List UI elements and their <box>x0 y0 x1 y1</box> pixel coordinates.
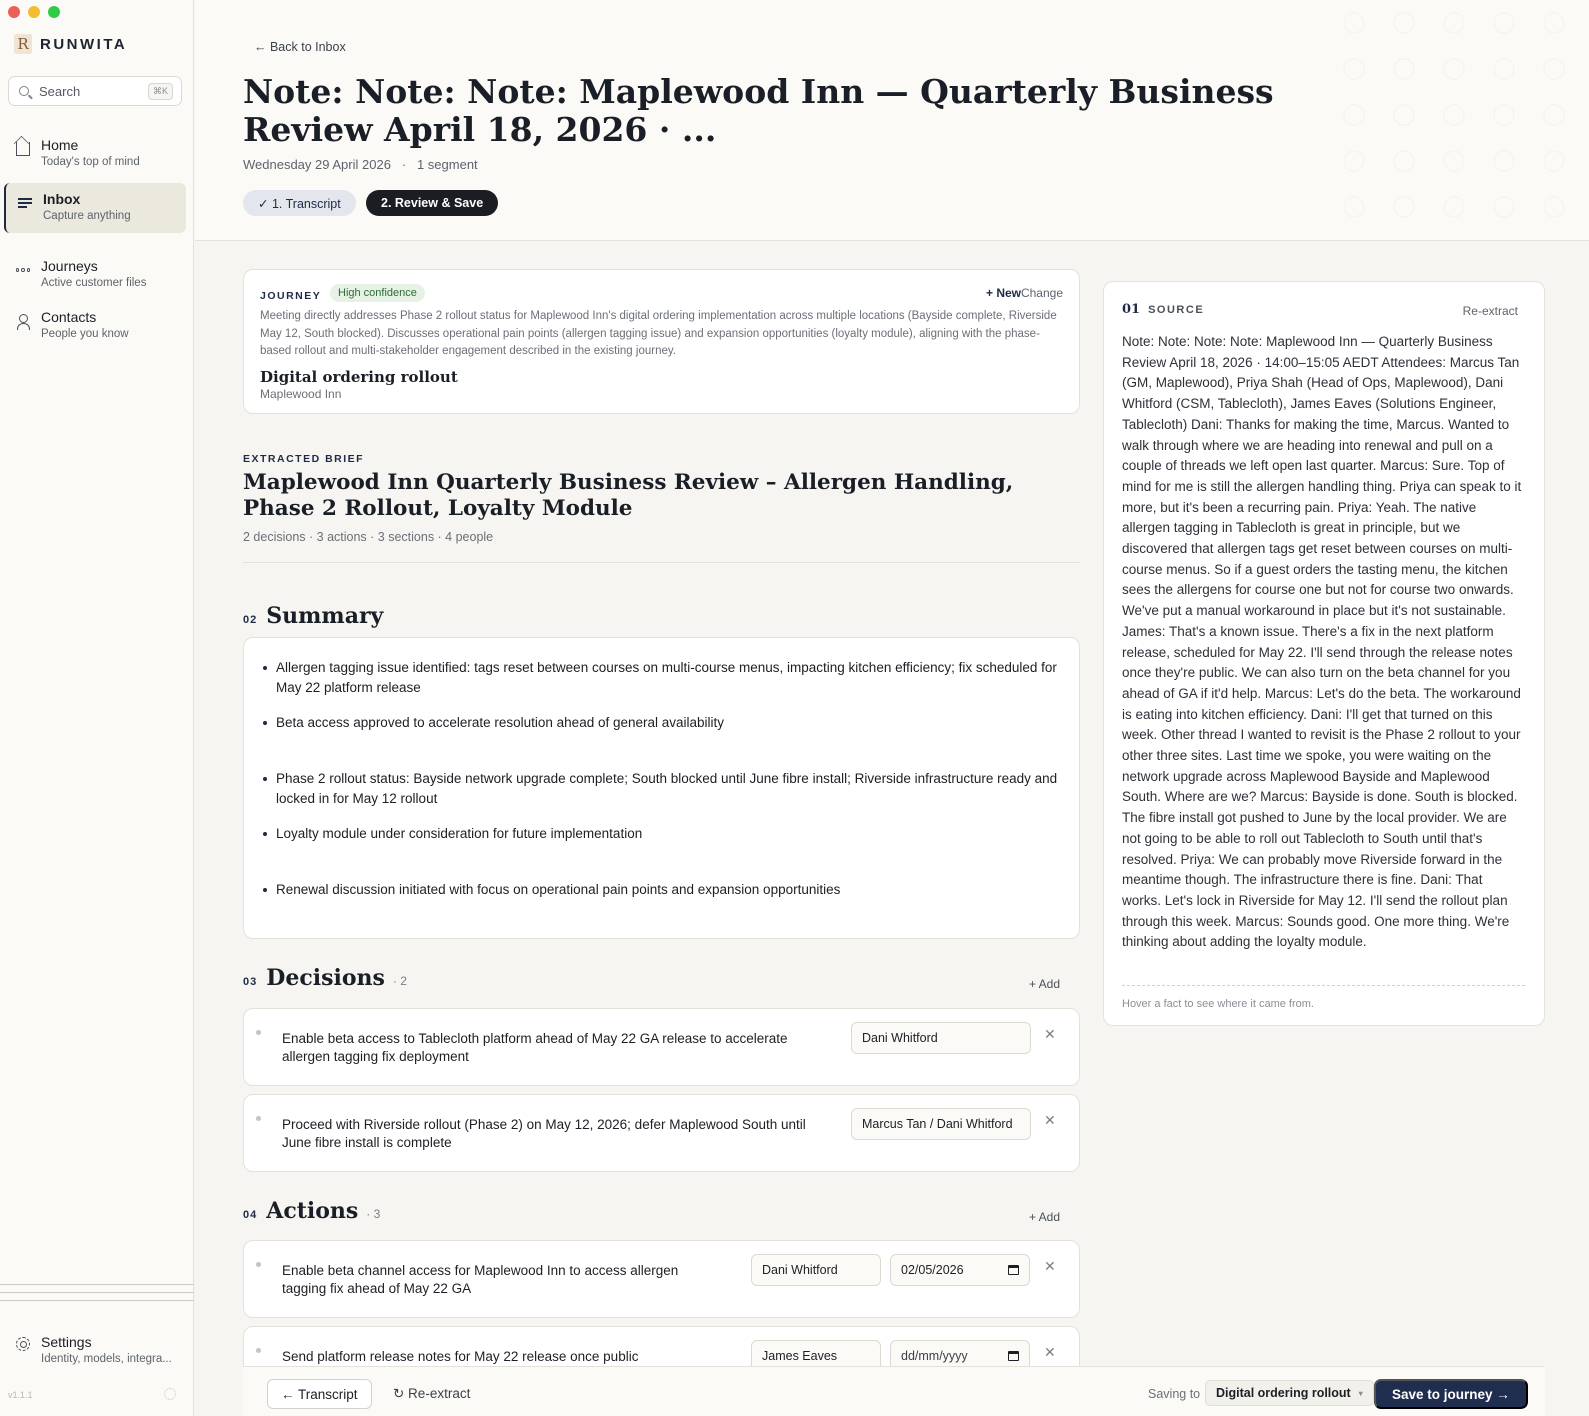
sidebar-item-label: Contacts <box>41 309 97 325</box>
journey-card <box>243 269 1080 414</box>
close-icon[interactable]: ✕ <box>1044 1026 1056 1042</box>
journey-eyebrow: JOURNEY <box>260 290 322 302</box>
close-icon[interactable]: ✕ <box>1044 1258 1056 1274</box>
source-reextract-button[interactable]: Re-extract <box>1462 304 1518 318</box>
app-version: v1.1.1 <box>8 1390 33 1400</box>
drag-handle[interactable] <box>256 1030 261 1035</box>
sidebar <box>0 0 194 1416</box>
window-controls <box>8 6 60 18</box>
close-icon[interactable]: ✕ <box>1044 1344 1056 1360</box>
sidebar-item-label: Home <box>41 137 79 153</box>
add-action-button[interactable]: + Add <box>1029 1210 1061 1224</box>
inbox-icon <box>18 196 32 210</box>
confidence-badge: High confidence <box>330 284 425 302</box>
actions-heading <box>243 1198 380 1224</box>
summary-item: Renewal discussion initiated with focus on operational pain points and expansion opportunities <box>276 880 1066 900</box>
brief-title: Maplewood Inn Quarterly Business Review – Allergen Handling, Phase 2 Rollout, Loyalty Module <box>243 470 1014 521</box>
gear-icon <box>16 1337 30 1351</box>
sidebar-item-contacts[interactable] <box>4 301 186 351</box>
source-panel <box>1103 281 1545 1026</box>
search-placeholder: Search <box>39 83 81 99</box>
chevron-down-icon: ▾ <box>1358 1388 1363 1398</box>
section-title: Decisions <box>266 965 385 991</box>
brand <box>14 34 127 54</box>
owner-field[interactable]: Dani Whitford <box>751 1254 881 1286</box>
journey-company: Maplewood Inn <box>260 387 342 401</box>
decision-text[interactable]: Enable beta access to Tablecloth platform ahead of May 22 GA release to accelerate allergen tagging fix deployment <box>282 1031 788 1064</box>
close-window-button[interactable] <box>8 6 20 18</box>
bottom-action-bar <box>243 1366 1545 1416</box>
minimize-window-button[interactable] <box>28 6 40 18</box>
contact-icon <box>16 314 30 328</box>
due-date-field[interactable] <box>890 1254 1030 1286</box>
journey-select[interactable] <box>1205 1380 1374 1406</box>
sidebar-item-sub: Capture anything <box>43 210 131 222</box>
sidebar-divider <box>0 1284 194 1308</box>
due-date-value: dd/mm/yyyy <box>901 1349 968 1363</box>
sidebar-item-inbox[interactable] <box>4 183 186 233</box>
sidebar-item-journeys[interactable] <box>4 250 186 300</box>
page-title: Note: Note: Note: Maplewood Inn — Quarterly Business Review April 18, 2026 · ... <box>243 72 1274 149</box>
owner-field[interactable]: Dani Whitford <box>851 1022 1031 1054</box>
divider <box>1122 985 1525 986</box>
sidebar-item-home[interactable] <box>4 129 186 179</box>
sidebar-item-label: Inbox <box>43 191 81 207</box>
brand-name: RUNWITA <box>40 35 128 53</box>
maximize-window-button[interactable] <box>48 6 60 18</box>
summary-item: Phase 2 rollout status: Bayside network upgrade complete; South blocked until June fibre install; Riverside infrastructure ready and locked in for May 12 rollout <box>276 769 1066 809</box>
drag-handle[interactable] <box>256 1116 261 1121</box>
page-header <box>195 0 1589 241</box>
section-count: · 3 <box>366 1207 381 1221</box>
action-row <box>243 1240 1080 1318</box>
source-heading <box>1122 302 1204 317</box>
decision-text[interactable]: Proceed with Riverside rollout (Phase 2) on May 12, 2026; defer Maplewood South until June fibre install is complete <box>282 1117 806 1150</box>
source-transcript-text[interactable]: Note: Note: Note: Note: Maplewood Inn — Quarterly Business Review April 18, 2026 · 14:00–15:05 AEDT Attendees: Marcus Tan (GM, Maplewood), Priya Shah (Head of Ops, Maplewood), Dani Whitford (CSM, Tablecloth), James Eaves (Solutions Engineer, Tablecloth) Dani: Thanks for making the time, Marcus. Wanted to walk through where we are heading into renewal and pull on a couple of threads we left open last quarter. Marcus: Sure. Top of mind for me is still the allergen handling thing. Priya can speak to it more, but it's been a recurring pain. Priya: Yeah. The native allergen tagging in Tablecloth is great in principle, but we discovered that allergen tags get reset between courses on multi-course menus. So if a guest orders the tasting menu, the kitchen sees the allergens for course one but not for course two onwards. We've put a manual workaround in place but it's not sustainable. James: That's a known issue. There's a fix in the next platform release, scheduled for May 22. I'll send through the release notes once they're public. We can also turn on the beta channel for you ahead of GA if it'd help. Marcus: Let's do the beta. The workaround is eating into kitchen efficiency. Dani: I'll get that turned on this week. Other thread I wanted to revisit is the Phase 2 rollout to your other three sites. Last time we spoke, you were waiting on the network upgrade across Maplewood Bayside and Maplewood South. Where are we? Marcus: Bayside is done. South is blocked. The fibre install got pushed to June by the local provider. We are not going to be able to roll out Tablecloth to South until that's resolved. Priya: We can probably move Riverside forward in the meantime though. The infrastructure there is fine. Dani: That works. Let's lock in Riverside for May 12. I'll send the rollout plan through this week. Marcus: Sounds good. One more thing. We're thinking about adding the loyalty module. <box>1122 334 1522 950</box>
summary-heading <box>243 603 383 629</box>
search-input[interactable] <box>8 76 182 106</box>
section-title: Actions <box>266 1198 359 1224</box>
journey-name: Digital ordering rollout <box>260 368 458 386</box>
calendar-icon[interactable] <box>1008 1265 1019 1275</box>
owner-field[interactable]: Marcus Tan / Dani Whitford <box>851 1108 1031 1140</box>
saving-to-label: Saving to <box>1148 1387 1201 1401</box>
change-journey-button[interactable]: Change <box>1020 286 1063 300</box>
drag-handle[interactable] <box>256 1262 261 1267</box>
section-count: · 2 <box>392 974 407 988</box>
brand-logo: R <box>14 34 32 54</box>
new-journey-button[interactable]: + New <box>985 286 1021 300</box>
action-text[interactable]: Send platform release notes for May 22 release once public <box>282 1349 639 1364</box>
divider <box>243 562 1080 563</box>
calendar-icon[interactable] <box>1008 1351 1019 1361</box>
theme-toggle-icon[interactable] <box>164 1388 176 1400</box>
reextract-button[interactable]: ↻ Re-extract <box>393 1386 471 1401</box>
journey-select-value: Digital ordering rollout <box>1216 1386 1351 1400</box>
journey-rationale: Meeting directly addresses Phase 2 rollout status for Maplewood Inn's digital ordering implementation across multiple locations (Bayside complete, Riverside May 12, South blocked). Discusses operational pain points (allergen tagging issue) and expansion opportunities (loyalty module), aligning with the phase-based rollout and multi-stakeholder engagement described in the existing journey. <box>260 310 1057 357</box>
decision-row <box>243 1008 1080 1086</box>
back-to-transcript-button[interactable]: ← Transcript <box>267 1379 372 1409</box>
action-text[interactable]: Enable beta channel access for Maplewood Inn to access allergen tagging fix ahead of May 22 GA <box>282 1263 679 1296</box>
sidebar-item-label: Journeys <box>41 258 98 274</box>
section-number: 02 <box>243 614 258 626</box>
drag-handle[interactable] <box>256 1348 261 1353</box>
close-icon[interactable]: ✕ <box>1044 1112 1056 1128</box>
sidebar-item-sub: Identity, models, integra... <box>41 1353 172 1365</box>
summary-item: Allergen tagging issue identified: tags reset between courses on multi-course menus, impacting kitchen efficiency; fix scheduled for May 22 platform release <box>276 658 1066 698</box>
sidebar-item-sub: Today's top of mind <box>41 156 140 168</box>
summary-item: Loyalty module under consideration for future implementation <box>276 824 1066 844</box>
section-number: 04 <box>243 1209 258 1221</box>
sidebar-item-settings[interactable] <box>4 1334 186 1365</box>
save-to-journey-button[interactable]: Save to journey → <box>1374 1379 1528 1409</box>
source-hint: Hover a fact to see where it came from. <box>1122 998 1314 1010</box>
section-title: Summary <box>266 603 384 629</box>
add-decision-button[interactable]: + Add <box>1029 977 1061 991</box>
note-date: Wednesday 29 April 2026 <box>243 157 391 172</box>
segment-count: 1 segment <box>416 157 478 172</box>
step-transcript-tab[interactable]: ✓ 1. Transcript <box>243 190 356 216</box>
sidebar-item-label: Settings <box>41 1334 92 1350</box>
decisions-heading <box>243 965 407 991</box>
brief-meta: 2 decisions · 3 actions · 3 sections · 4 people <box>243 530 494 544</box>
search-shortcut: ⌘K <box>148 83 173 100</box>
step-review-tab[interactable]: 2. Review & Save <box>366 190 498 216</box>
page-meta: Wednesday 29 April 2026 · 1 segment <box>243 157 478 172</box>
home-icon <box>16 142 30 156</box>
brief-eyebrow: EXTRACTED BRIEF <box>243 453 365 465</box>
section-number: 01 <box>1122 302 1141 317</box>
summary-card <box>243 637 1080 939</box>
decision-row <box>243 1094 1080 1172</box>
section-number: 03 <box>243 976 258 988</box>
sidebar-item-sub: People you know <box>41 328 129 340</box>
due-date-value: 02/05/2026 <box>901 1263 964 1277</box>
search-icon <box>19 86 29 96</box>
journeys-icon <box>16 263 30 277</box>
summary-item: Beta access approved to accelerate resolution ahead of general availability <box>276 713 1066 733</box>
back-to-inbox-link[interactable]: ← Back to Inbox <box>254 40 346 54</box>
owner-field[interactable]: James Eaves <box>751 1340 881 1372</box>
sidebar-item-sub: Active customer files <box>41 277 147 289</box>
section-title: SOURCE <box>1148 304 1205 316</box>
